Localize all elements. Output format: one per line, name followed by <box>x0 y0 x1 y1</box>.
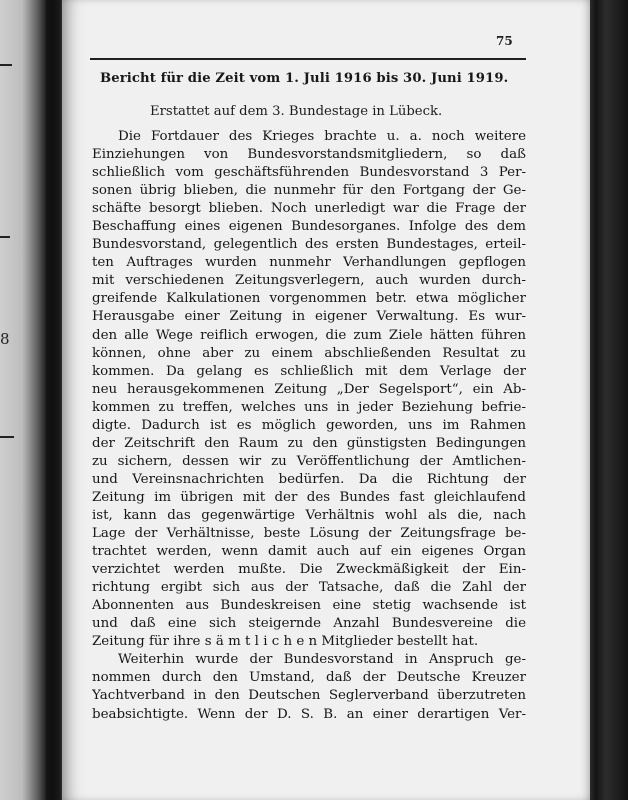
text-line: und Vereinsnachrichten bedürfen. Da die Richtung der <box>92 471 526 487</box>
report-heading: Bericht für die Zeit vom 1. Juli 1916 bis 30. Juni 1919. <box>100 71 509 86</box>
text-line: schließlich vom geschäftsführenden Bundesvorstand 3 Per- <box>92 165 526 181</box>
text-line: Die Fortdauer des Krieges brachte u. a. noch weitere <box>118 129 526 144</box>
text-line: ten Auftrages wurden nunmehr Verhandlungen gepflogen <box>92 255 526 271</box>
book-right-edge <box>586 0 628 800</box>
text-line: sonen übrig blieben, die nunmehr für den Fortgang der Ge- <box>92 183 526 199</box>
text-line: Lage der Verhältnisse, beste Lösung der Zeitungsfrage be- <box>92 526 526 542</box>
text-line: schäfte besorgt blieben. Noch unerledigt war die Frage der <box>92 201 526 217</box>
text-line: Abonnenten aus Bundeskreisen eine stetig wachsende ist <box>92 598 526 614</box>
text-line: verzichtet werden mußte. Die Zweckmäßigkeit der Ein- <box>92 562 526 578</box>
text-line: Beschaffung eines eigenen Bundesorganes. Infolge des dem <box>92 219 526 235</box>
text-line: zu sichern, dessen wir zu Veröffentlichung der Amtlichen- <box>92 453 526 469</box>
body-text <box>92 128 526 724</box>
text-line: können, ohne aber zu einem abschließenden Resultat zu <box>92 345 526 361</box>
text-line: und daß eine sich steigernde Anzahl Bundesvereine die <box>92 616 526 632</box>
left-page-margin-digit: 8 <box>0 330 10 348</box>
text-line: Einziehungen von Bundesvorstandsmitgliedern, so daß <box>92 147 526 163</box>
text-line: richtung ergibt sich aus der Tatsache, daß die Zahl der <box>92 580 526 596</box>
text-line: digte. Dadurch ist es möglich geworden, uns im Rahmen <box>92 417 526 433</box>
text-line: kommen zu treffen, welches uns in jeder Beziehung befrie- <box>92 399 526 415</box>
text-line: Yachtverband in den Deutschen Seglerverband überzutreten <box>92 688 526 704</box>
text-line: den alle Wege reiflich erwogen, die zum Ziele hätten führen <box>92 327 526 343</box>
report-subheading: Erstattet auf dem 3. Bundestage in Lübeck. <box>150 104 443 119</box>
text-line: mit verschiedenen Zeitungsverlegern, auch wurden durch- <box>92 273 526 289</box>
left-page-edge <box>0 0 46 800</box>
text-line: nommen durch den Umstand, daß der Deutsche Kreuzer <box>92 670 526 686</box>
header-rule <box>90 58 526 60</box>
left-page-rule-mark <box>0 64 12 66</box>
text-line: neu herausgekommenen Zeitung „Der Segelsport“, ein Ab- <box>92 381 526 397</box>
page-number: 75 <box>496 34 513 48</box>
text-line: Zeitung im übrigen mit der des Bundes fast gleichlaufend <box>92 489 526 505</box>
text-line: greifende Kalkulationen vorgenommen betr. etwa möglicher <box>92 291 526 307</box>
left-page-rule-mark <box>0 436 14 438</box>
text-line: Herausgabe einer Zeitung in eigener Verwaltung. Es wur- <box>92 309 526 325</box>
text-line: Zeitung für ihre s ä m t l i c h e n Mitglieder bestellt hat. <box>92 634 479 650</box>
text-line: ist, kann das gegenwärtige Verhältnis wohl als die, nach <box>92 507 526 523</box>
text-line: Bundesvorstand, gelegentlich des ersten Bundestages, erteil- <box>92 237 526 253</box>
text-line: beabsichtigte. Wenn der D. S. B. an einer derartigen Ver- <box>92 706 526 722</box>
left-page-rule-mark <box>0 236 10 238</box>
text-line: Weiterhin wurde der Bundesvorstand in Anspruch ge- <box>118 652 526 668</box>
text-line: trachtet werden, wenn damit auch auf ein eigenes Organ <box>92 544 526 560</box>
text-line: kommen. Da gelang es schließlich mit dem Verlage der <box>92 363 526 379</box>
text-line: der Zeitschrift den Raum zu den günstigsten Bedingungen <box>92 435 526 451</box>
